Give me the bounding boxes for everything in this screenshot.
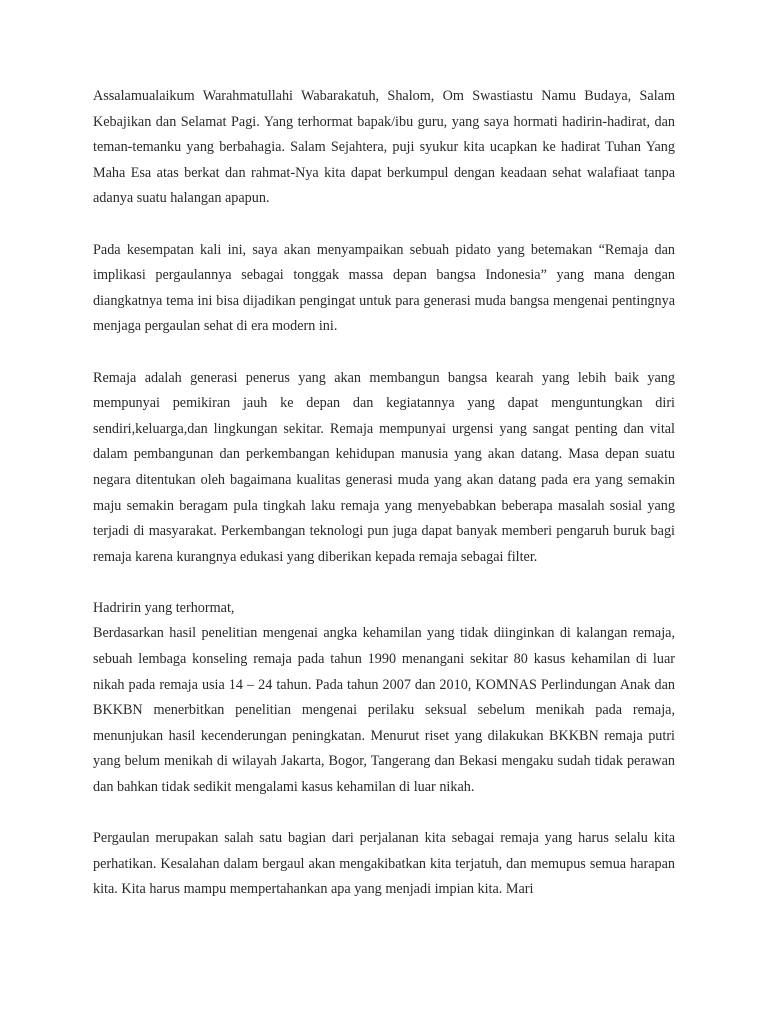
speech-text [93,84,675,903]
paragraph-audience-address: Hadririn yang terhormat, [93,599,235,616]
paragraph-opening-greeting: Assalamualaikum Warahmatullahi Wabarakatuh, Shalom, Om Swastiastu Namu Budaya, Salam Kebajikan dan Selamat Pagi. Yang terhormat bapak/ibu guru, yang saya hormati hadirin-hadirat, dan teman-temanku yang berbahagia. Salam Sejahtera, puji syukur kita ucapkan ke hadirat Tuhan Yang Maha Esa atas berkat dan rahmat-Nya kita dapat berkumpul dengan keadaan sehat walafiaat tanpa adanya suatu halangan apapun. [93,88,675,207]
paragraph-speech-theme: Pada kesempatan kali ini, saya akan menyampaikan sebuah pidato yang betemakan “Remaja dan implikasi pergaulannya sebagai tonggak massa depan bangsa Indonesia” yang mana dengan diangkatnya tema ini bisa dijadikan pengingat untuk para generasi muda bangsa mengenai pentingnya menjaga pergaulan sehat di era modern ini. [93,241,675,335]
paragraph-social-life: Pergaulan merupakan salah satu bagian dari perjalanan kita sebagai remaja yang harus selalu kita perhatikan. Kesalahan dalam bergaul akan mengakibatkan kita terjatuh, dan memupus semua harapan kita. Kita harus mampu mempertahankan apa yang menjadi impian kita. Mari [93,830,675,898]
paragraph-research-findings: Berdasarkan hasil penelitian mengenai angka kehamilan yang tidak diinginkan di kalangan remaja, sebuah lembaga konseling remaja pada tahun 1990 menangani sekitar 80 kasus kehamilan di luar nikah pada remaja usia 14 – 24 tahun. Pada tahun 2007 dan 2010, KOMNAS Perlindungan Anak dan BKKBN menerbitkan penelitian mengenai perilaku seksual sebelum menikah pada remaja, menunjukan hasil kecenderungan peningkatan. Menurut riset yang dilakukan BKKBN remaja putri yang belum menikah di wilayah Jakarta, Bogor, Tangerang dan Bekasi mengaku sudah tidak perawan dan bahkan tidak sedikit mengalami kasus kehamilan di luar nikah. [93,625,675,796]
paragraph-youth-role: Remaja adalah generasi penerus yang akan membangun bangsa kearah yang lebih baik yang mempunyai pemikiran jauh ke depan dan kegiatannya yang dapat menguntungkan diri sendiri,keluarga,dan lingkungan sekitar. Remaja mempunyai urgensi yang sangat penting dan vital dalam pembangunan dan perkembangan kehidupan manusia yang akan datang. Masa depan suatu negara ditentukan oleh bagaimana kualitas generasi muda yang akan datang pada era yang semakin maju semakin beragam pula tingkah laku remaja yang menyebabkan beberapa masalah sosial yang terjadi di masyarakat. Perkembangan teknologi pun juga dapat banyak memberi pengaruh buruk bagi remaja karena kurangnya edukasi yang diberikan kepada remaja sebagai filter. [93,369,675,565]
